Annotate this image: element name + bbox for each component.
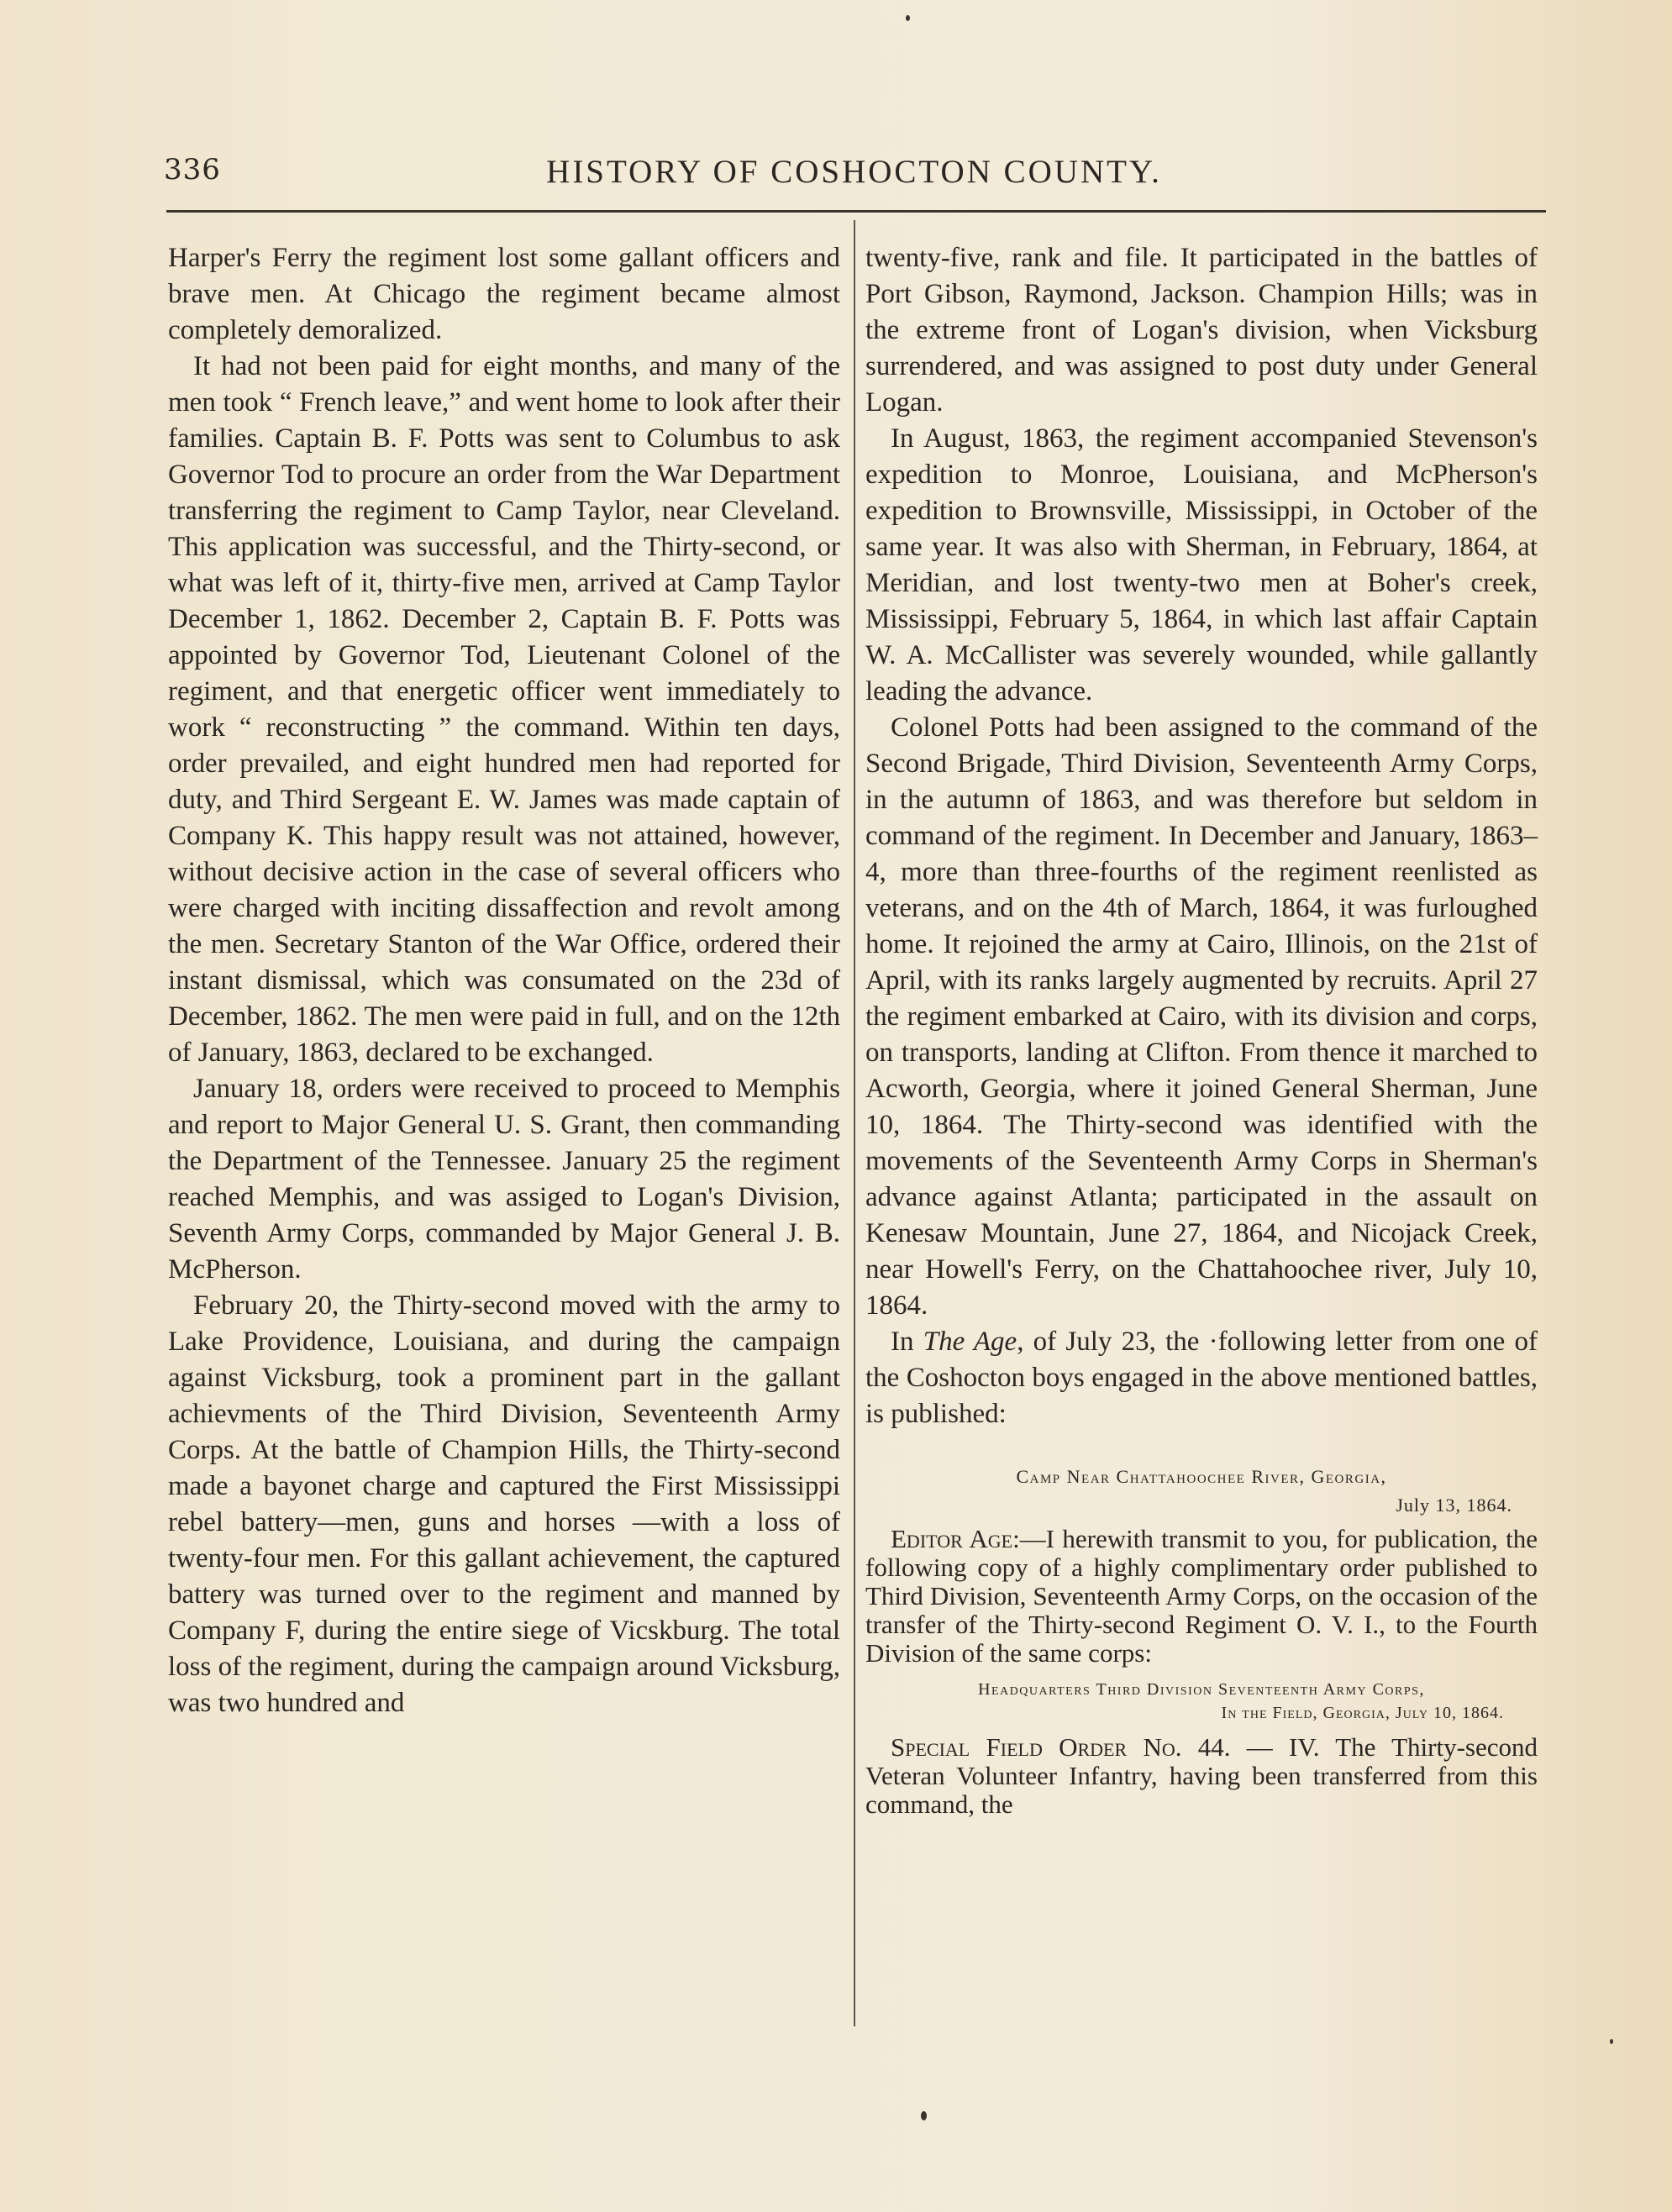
running-title: HISTORY OF COSHOCTON COUNTY. — [546, 154, 1162, 190]
paragraph: In August, 1863, the regiment accompanied Stevenson's expedition to Monroe, Louisiana, and McPherson's expedition to Brownsville, Mississippi, in October of the same year. It was also with Sherman, in February, 1864, at Meridian, and lost twenty-two men at Boher's creek, Mississippi, February 5, 1864, in which last affair Captain W. A. McCallister was severely wounded, while gallantly leading the advance. — [865, 423, 1538, 707]
age-intro-paragraph — [865, 1324, 1538, 1432]
headquarters-line: Headquarters Third Division Seventeenth Army Corps, — [978, 1680, 1425, 1699]
letter-salutation: Editor Age — [891, 1524, 1013, 1553]
field-order-text: The Thirty-second Veteran Volunteer Infantry, having been transferred from this command, the — [865, 1732, 1538, 1819]
letter-dateline-date: July 13, 1864. — [1396, 1495, 1512, 1516]
letter-body — [865, 1525, 1538, 1668]
headquarters-place: In the Field, Georgia, July 10, 1864. — [1221, 1704, 1504, 1722]
field-order-title: Special Field Order No. 44. — IV. — [891, 1732, 1320, 1762]
paragraph: Harper's Ferry the regiment lost some gallant officers and brave men. At Chicago the regiment became almost completely demoralized. — [168, 243, 840, 345]
paragraph: February 20, the Thirty-second moved with the army to Lake Providence, Louisiana, and during the campaign against Vicksburg, took a prominent part in the gallant achievments of the Third Division, Seventeenth Army Corps. At the battle of Champion Hills, the Thirty-second made a bayonet charge and captured the First Mississippi rebel battery—men, guns and horses —with a loss of twenty-four men. For this gallant achievement, the captured battery was turned over to the regiment and manned by Company F, during the entire siege of Vicskburg. The total loss of the regiment, during the campaign around Vicksburg, was two hundred and — [168, 1290, 840, 1718]
header-rule — [166, 210, 1546, 213]
paragraph: It had not been paid for eight months, and many of the men took “ French leave,” and went home to look after their families. Captain B. F. Potts was sent to Columbus to ask Governor Tod to procure an order from the War Department transferring the regiment to Camp Taylor, near Cleveland. This application was successful, and the Thirty-second, or what was left of it, thirty-five men, arrived at Camp Taylor December 1, 1862. December 2, Captain B. F. Potts was appointed by Governor Tod, Lieutenant Colonel of the regiment, and that energetic officer went immediately to work “ reconstructing ” the command. Within ten days, order prevailed, and eight hundred men had reported for duty, and Third Sergeant E. W. James was made captain of Company K. This happy result was not attained, however, without decisive action in the case of several officers who were charged with inciting dissaffection and revolt among the men. Secretary Stanton of the War Office, ordered their instant dismissal, which was consumated on the 23d of December, 1862. The men were paid in full, and on the 12th of January, 1863, declared to be exchanged. — [168, 351, 840, 1068]
paragraph: twenty-five, rank and file. It participated in the battles of Port Gibson, Raymond, Jackson. Champion Hills; was in the extreme front of Logan's division, when Vicksburg surrendered, and was assigned to post duty under General Logan. — [865, 243, 1538, 418]
print-speck — [1610, 2039, 1613, 2044]
column-divider — [854, 220, 855, 2026]
paragraph: Colonel Potts had been assigned to the command of the Second Brigade, Third Division, Seventeenth Army Corps, in the autumn of 1863, and was therefore but seldom in command of the regiment. In December and January, 1863–4, more than three-fourths of the regiment reenlisted as veterans, and on the 4th of March, 1864, it was furloughed home. It rejoined the army at Cairo, Illinois, on the 21st of April, with its ranks largely augmented by recruits. April 27 the regiment embarked at Cairo, with its division and corps, on transports, landing at Clifton. From thence it marched to Acworth, Georgia, where it joined General Sherman, June 10, 1864. The Thirty-second was identified with the movements of the Seventeenth Army Corps in Sherman's advance against Atlanta; participated in the assault on Kenesaw Mountain, June 27, 1864, and Nicojack Creek, near Howell's Ferry, on the Chattahoochee river, July 10, 1864. — [865, 712, 1538, 1321]
print-speck — [921, 2111, 927, 2120]
print-speck — [906, 15, 910, 21]
left-column — [168, 240, 840, 1721]
paragraph: January 18, orders were received to proceed to Memphis and report to Major General U. S. Grant, then commanding the Department of the Tennessee. January 25 the regiment reached Memphis, and was assiged to Logan's Division, Seventh Army Corps, commanded by Major General J. B. McPherson. — [168, 1074, 840, 1285]
page-number: 336 — [164, 153, 221, 187]
age-intro-prefix: In — [891, 1327, 923, 1357]
letter-dateline-place: Camp Near Chattahoochee River, Georgia, — [1016, 1466, 1387, 1487]
field-order — [865, 1733, 1538, 1819]
letter-text: :—I herewith transmit to you, for publication, the following copy of a highly complimentary order published to Third Division, Seventeenth Army Corps, on the occasion of the transfer of the Thirty-second Regiment O. V. I., to the Fourth Division of the same corps: — [865, 1524, 1538, 1668]
page-header — [164, 153, 1544, 193]
newspaper-title: The Age — [923, 1327, 1017, 1357]
age-intro-text: , of July 23, the ·following letter from one of the Coshocton boys engaged in the above mentioned battles, is published: — [865, 1327, 1538, 1429]
right-column — [865, 240, 1538, 1819]
